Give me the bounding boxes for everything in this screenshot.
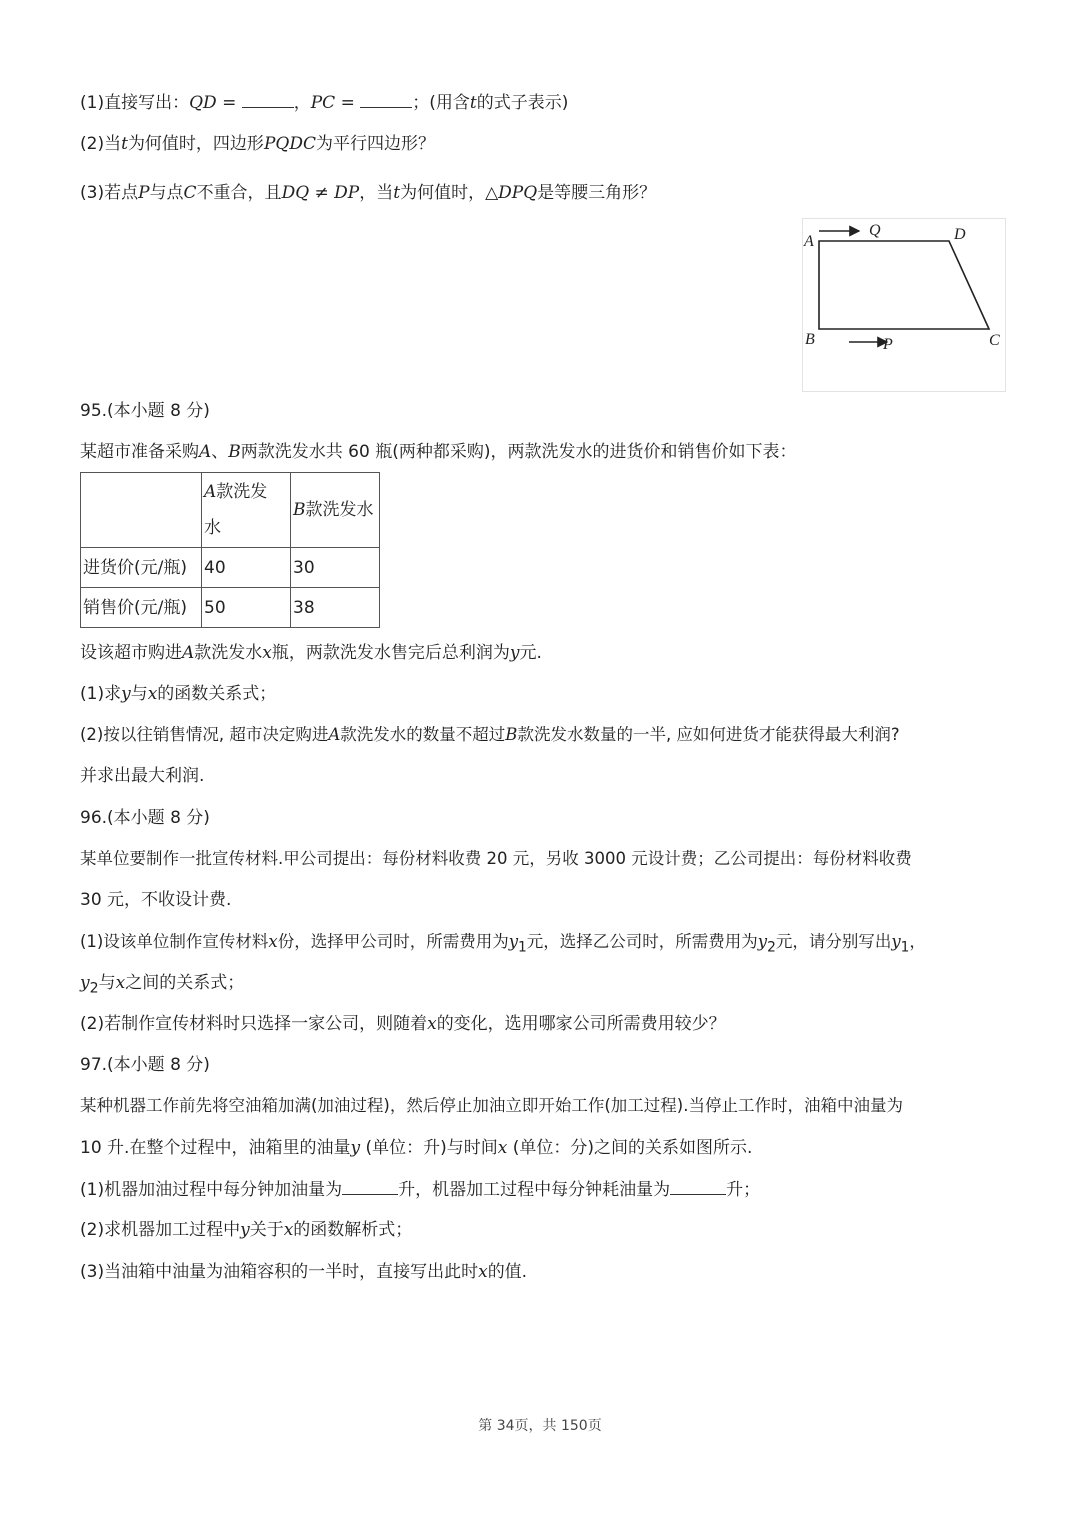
table-header-row [81, 473, 380, 548]
q95-intro: 某超市准备采购A、B两款洗发水共 60 瓶(两种都采购)，两款洗发水的进货价和销售价如下表： [80, 442, 797, 462]
q96-heading: 96.(本小题 8 分) [80, 808, 210, 828]
price-table [80, 472, 380, 628]
q96-part1-line2: $y_2$与x之间的关系式； [80, 973, 245, 997]
q94-part3: (3)若点P与点C不重合，且DQ ≠ DP，当t为何值时，△DPQ是等腰三角形？ [80, 183, 657, 203]
header-b: B款洗发水 [291, 473, 380, 548]
trapezoid-shape [819, 241, 989, 329]
table-row: 进货价(元/瓶) 40 30 [81, 548, 380, 588]
q96-intro-line2: 30 元，不收设计费. [80, 890, 232, 910]
q96-intro-line1: 某单位要制作一批宣传材料.甲公司提出：每份材料收费 20 元，另收 3000 元设计费；乙公司提出：每份材料收费 [80, 849, 912, 868]
answer-blank[interactable] [360, 91, 412, 108]
label-c: C [989, 332, 1000, 349]
q95-part2-line2: 并求出最大利润. [80, 766, 205, 786]
label-d: D [954, 226, 966, 243]
q95-setup: 设该超市购进A款洗发水x瓶，两款洗发水售完后总利润为y元. [80, 643, 542, 663]
trapezoid-figure [802, 218, 1006, 392]
table-corner-cell [81, 473, 202, 548]
q97-part1: (1)机器加油过程中每分钟加油量为 升，机器加工过程中每分钟耗油量为 升； [80, 1180, 761, 1200]
q97-part3: (3)当油箱中油量为油箱容积的一半时，直接写出此时x的值. [80, 1262, 528, 1282]
q97-intro-line2: 10 升.在整个过程中，油箱里的油量y (单位：升)与时间x (单位：分)之间的关系如图所示. [80, 1138, 753, 1158]
label-a: A [804, 233, 814, 250]
q94-part2: (2)当t为何值时，四边形PQDC为平行四边形？ [80, 134, 435, 154]
label-q: Q [869, 222, 881, 239]
q96-part2: (2)若制作宣传材料时只选择一家公司，则随着x的变化，选用哪家公司所需费用较少？ [80, 1014, 726, 1034]
q97-part2: (2)求机器加工过程中y关于x的函数解析式； [80, 1220, 413, 1240]
label-b: B [805, 331, 815, 348]
q94-part1: (1)直接写出：QD = ，PC = ；(用含t的式子表示) [80, 93, 569, 113]
q97-intro-line1: 某种机器工作前先将空油箱加满(加油过程)，然后停止加油立即开始工作(加工过程).当停止工作时，油箱中油量为 [80, 1096, 903, 1115]
header-a: A款洗发 水 [202, 473, 291, 548]
q97-heading: 97.(本小题 8 分) [80, 1055, 210, 1075]
q95-heading: 95.(本小题 8 分) [80, 401, 210, 421]
label-p: P [883, 336, 893, 353]
q95-part2: (2)按以往销售情况, 超市决定购进A款洗发水的数量不超过B款洗发水数量的一半, 应如何进货才能获得最大利润? [80, 725, 900, 744]
q96-part1: (1)设该单位制作宣传材料x份，选择甲公司时，所需费用为$y_1$元，选择乙公司时，所需费用为$y_2$元，请分别写出$y_1$， [80, 932, 926, 956]
table-row: 销售价(元/瓶) 50 38 [81, 588, 380, 628]
answer-blank[interactable] [242, 91, 294, 108]
answer-blank[interactable] [670, 1178, 726, 1195]
page-footer: 第 34页，共 150页 [478, 1418, 602, 1434]
answer-blank[interactable] [342, 1178, 398, 1195]
q95-part1: (1)求y与x的函数关系式； [80, 684, 277, 704]
